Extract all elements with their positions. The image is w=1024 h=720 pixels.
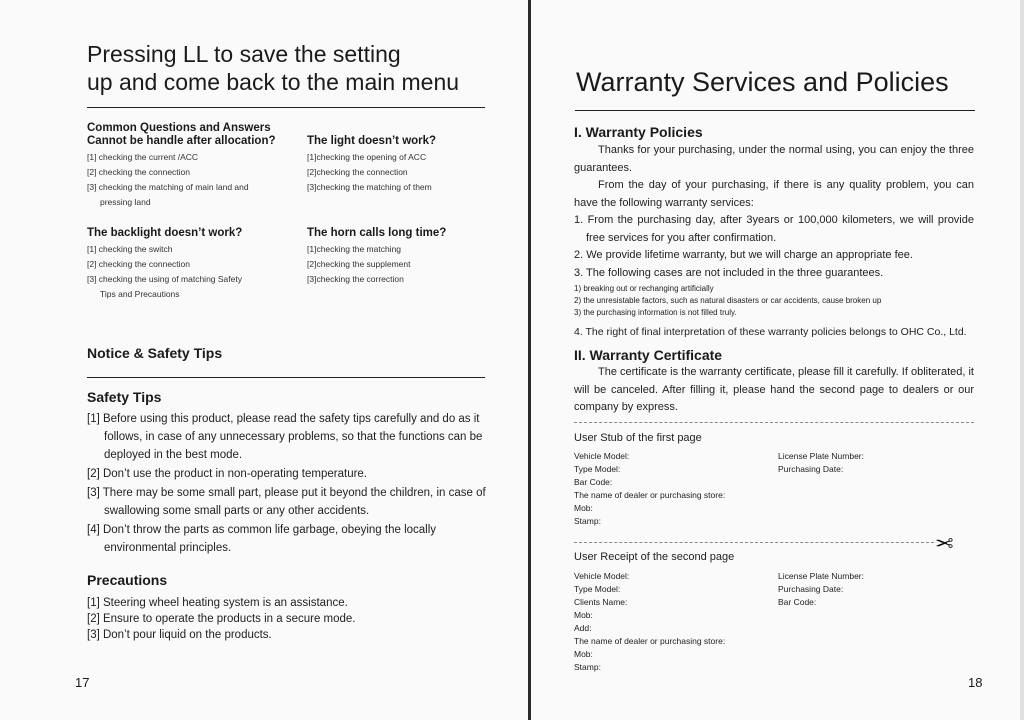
right-page — [531, 0, 1024, 720]
qa-item: [2]checking the connection — [307, 167, 408, 177]
exclusion-item: 2) the unresistable factors, such as natural disasters or car accidents, cause broken up — [574, 296, 882, 305]
receipt-field: Purchasing Date: — [778, 584, 844, 594]
warranty-title-divider — [575, 110, 975, 111]
safety-tips-list — [87, 410, 490, 558]
title-divider — [87, 107, 485, 108]
precaution-item: [2] Ensure to operate the products in a secure mode. — [87, 613, 356, 625]
policy-item-4: 4. The right of final interpretation of these warranty policies belongs to OHC Co., Ltd. — [574, 326, 967, 338]
page-title — [87, 40, 507, 96]
qa-item: [2] checking the connection — [87, 259, 191, 269]
policy-item: 2. We provide lifetime warranty, but we will charge an appropriate fee. — [574, 249, 913, 261]
qa-item: [2]checking the supplement — [307, 259, 411, 269]
title-line-1: Pressing LL to save the setting — [87, 41, 401, 67]
safety-tip: [3] There may be some small part, please put it beyond the children, in case of swallowing some small parts or any other accidents. — [87, 487, 486, 517]
notice-heading: Notice & Safety Tips — [87, 345, 223, 361]
title-line-2: up and come back to the main menu — [87, 69, 460, 95]
qa-item: [2] checking the connection — [87, 167, 191, 177]
stub-field: Bar Code: — [574, 477, 613, 487]
qa-item: [3] checking the using of matching Safety — [87, 274, 242, 284]
qa-item: [1] checking the current /ACC — [87, 152, 199, 162]
stub-field: License Plate Number: — [778, 451, 864, 461]
qa-block — [87, 227, 292, 302]
receipt-fields-left — [574, 570, 794, 674]
qa-item: [1]checking the matching — [307, 244, 402, 254]
qa-block — [87, 122, 292, 210]
exclusions-list — [574, 283, 974, 319]
stub-field: Stamp: — [574, 516, 601, 526]
qa-heading: Common Questions and Answers — [87, 122, 271, 134]
qa-item: pressing land — [100, 197, 151, 207]
stub-field: Type Model: — [574, 464, 621, 474]
receipt-field: Mob: — [574, 610, 593, 620]
receipt-field: Stamp: — [574, 662, 601, 672]
policies-paragraph: Thanks for your purchasing, under the normal using, you can enjoy the three guarantees. — [574, 144, 974, 174]
receipt-field: The name of dealer or purchasing store: — [574, 636, 726, 646]
receipt-field: Add: — [574, 623, 592, 633]
receipt-heading: User Receipt of the second page — [574, 551, 735, 563]
safety-tip: [1] Before using this product, please read the safety tips carefully and do as it follows, in case of any unnecessary problems, so that the functions can be deployed in the best mode. — [87, 413, 483, 461]
precautions-heading: Precautions — [87, 572, 168, 588]
stub-field: Vehicle Model: — [574, 451, 630, 461]
stub-field: Mob: — [574, 503, 593, 513]
receipt-field: Mob: — [574, 649, 593, 659]
warranty-title: Warranty Services and Policies — [576, 67, 949, 97]
qa-item: [1] checking the switch — [87, 244, 173, 254]
page-number: 17 — [75, 675, 90, 690]
policies-body — [574, 142, 974, 282]
qa-item: [3]checking the correction — [307, 274, 404, 284]
receipt-field: Type Model: — [574, 584, 621, 594]
safety-tips-heading: Safety Tips — [87, 389, 162, 405]
certificate-heading: II. Warranty Certificate — [574, 347, 723, 363]
stub-field: The name of dealer or purchasing store: — [574, 490, 726, 500]
scissors-icon: ✂ — [935, 530, 954, 555]
policies-heading: I. Warranty Policies — [574, 124, 703, 140]
receipt-field: Clients Name: — [574, 597, 628, 607]
precaution-item: [3] Don’t pour liquid on the products. — [87, 629, 272, 641]
qa-item: [3] checking the matching of main land and — [87, 182, 249, 192]
safety-tip: [4] Don’t throw the parts as common life garbage, obeying the locally environmental principles. — [87, 524, 437, 554]
cut-line — [574, 422, 974, 423]
precaution-item: [1] Steering wheel heating system is an assistance. — [87, 597, 348, 609]
stub-fields-right — [778, 450, 968, 476]
cut-line — [574, 542, 934, 543]
certificate-body — [574, 364, 974, 417]
qa-heading: The backlight doesn’t work? — [87, 227, 243, 239]
receipt-field: License Plate Number: — [778, 571, 864, 581]
notice-divider — [87, 377, 485, 378]
safety-tip: [2] Don’t use the product in non-operating temperature. — [87, 468, 368, 480]
policy-item: 1. From the purchasing day, after 3years or 100,000 kilometers, we will provide free services for you after confirmation. — [574, 214, 974, 244]
qa-heading: Cannot be handle after allocation? — [87, 135, 276, 147]
qa-heading: The light doesn’t work? — [307, 135, 437, 147]
certificate-paragraph: The certificate is the warranty certificate, please fill it carefully. If obliterated, it will be canceled. After filling it, please hand the second page to dealers or our company by express. — [574, 366, 974, 413]
qa-item: Tips and Precautions — [100, 289, 180, 299]
policy-item: 3. The following cases are not included in the three guarantees. — [574, 266, 884, 279]
policies-paragraph: From the day of your purchasing, if there is any quality problem, you can have the following warranty services: — [574, 179, 974, 209]
receipt-fields-right — [778, 570, 968, 609]
qa-item: [3]checking the matching of them — [307, 182, 432, 192]
qa-block — [307, 227, 497, 287]
exclusion-item: 3) the purchasing information is not filled truly. — [574, 308, 737, 317]
stub-heading: User Stub of the first page — [574, 432, 702, 444]
page-edge — [1020, 0, 1024, 720]
qa-item: [1]checking the opening of ACC — [307, 152, 427, 162]
precautions-list — [87, 595, 487, 643]
receipt-field: Vehicle Model: — [574, 571, 630, 581]
page-number: 18 — [968, 675, 983, 690]
qa-block — [307, 135, 497, 195]
qa-heading: The horn calls long time? — [307, 227, 447, 239]
exclusion-item: 1) breaking out or rechanging artificially — [574, 284, 714, 293]
stub-fields-left — [574, 450, 794, 528]
receipt-field: Bar Code: — [778, 597, 817, 607]
stub-field: Purchasing Date: — [778, 464, 844, 474]
